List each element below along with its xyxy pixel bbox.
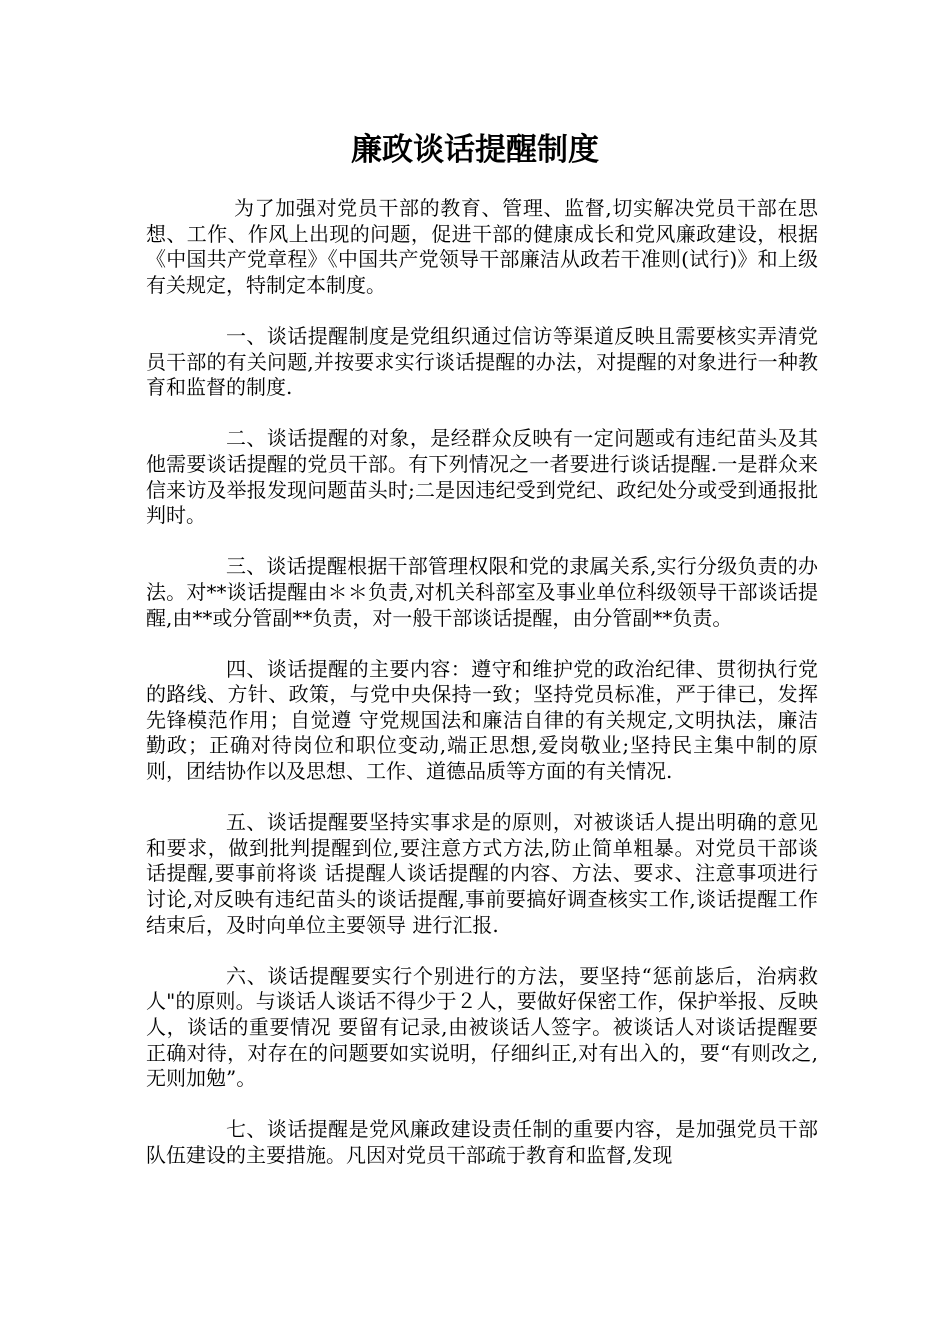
paragraph-intro: 为了加强对党员干部的教育、管理、监督,切实解决党员干部在思想、工作、作风上出现的问题，促进干部的健康成长和党风廉政建设，根据《中国共产党章程》《中国共产党领导干部廉洁从政若干准则(试行)》和上级有关规定，特制定本制度。 (146, 196, 818, 297)
paragraph-5: 五、谈话提醒要坚持实事求是的原则，对被谈话人提出明确的意见和要求，做到批判提醒到位,要注意方式方法,防止简单粗暴。对党员干部谈话提醒,要事前将谈 话提醒人谈话提醒的内容、方法、要求、注意事项进行讨论,对反映有违纪苗头的谈话提醒,事前要搞好调查核实工作,谈话提醒工作结束后，及时向单位主要领导 进行汇报. (146, 810, 818, 937)
paragraph-2: 二、谈话提醒的对象，是经群众反映有一定问题或有违纪苗头及其他需要谈话提醒的党员干部。有下列情况之一者要进行谈话提醒.一是群众来信来访及举报发现问题苗头时;二是因违纪受到党纪、政纪处分或受到通报批判时。 (146, 426, 818, 528)
document-body (146, 196, 818, 1194)
paragraph-4: 四、谈话提醒的主要内容：遵守和维护党的政治纪律、贯彻执行党的路线、方针、政策，与党中央保持一致；坚持党员标准，严于律已，发挥先锋模范作用；自觉遵 守党规国法和廉洁自律的有关规定,文明执法，廉洁勤政；正确对待岗位和职位变动,端正思想,爱岗敬业;坚持民主集中制的原则，团结协作以及思想、工作、道德品质等方面的有关情况. (146, 656, 818, 784)
paragraph-1: 一、谈话提醒制度是党组织通过信访等渠道反映且需要核实弄清党员干部的有关问题,并按要求实行谈话提醒的办法，对提醒的对象进行一种教育和监督的制度. (146, 323, 818, 400)
paragraph-3: 三、谈话提醒根据干部管理权限和党的隶属关系,实行分级负责的办法。对**谈话提醒由＊＊负责,对机关科部室及事业单位科级领导干部谈话提醒,由**或分管副**负责，对一般干部谈话提醒，由分管副**负责。 (146, 554, 818, 630)
paragraph-6: 六、谈话提醒要实行个别进行的方法，要坚持“惩前毖后，治病救人"的原则。与谈话人谈话不得少于２人，要做好保密工作，保护举报、反映人，谈话的重要情况 要留有记录,由被谈话人签字。被谈话人对谈话提醒要正确对待，对存在的问题要如实说明，仔细纠正,对有出入的，要“有则改之,无则加勉”。 (146, 963, 818, 1091)
document-title: 廉政谈话提醒制度 (351, 132, 599, 168)
paragraph-7: 七、谈话提醒是党风廉政建设责任制的重要内容，是加强党员干部队伍建设的主要措施。凡因对党员干部疏于教育和监督,发现 (146, 1117, 818, 1167)
